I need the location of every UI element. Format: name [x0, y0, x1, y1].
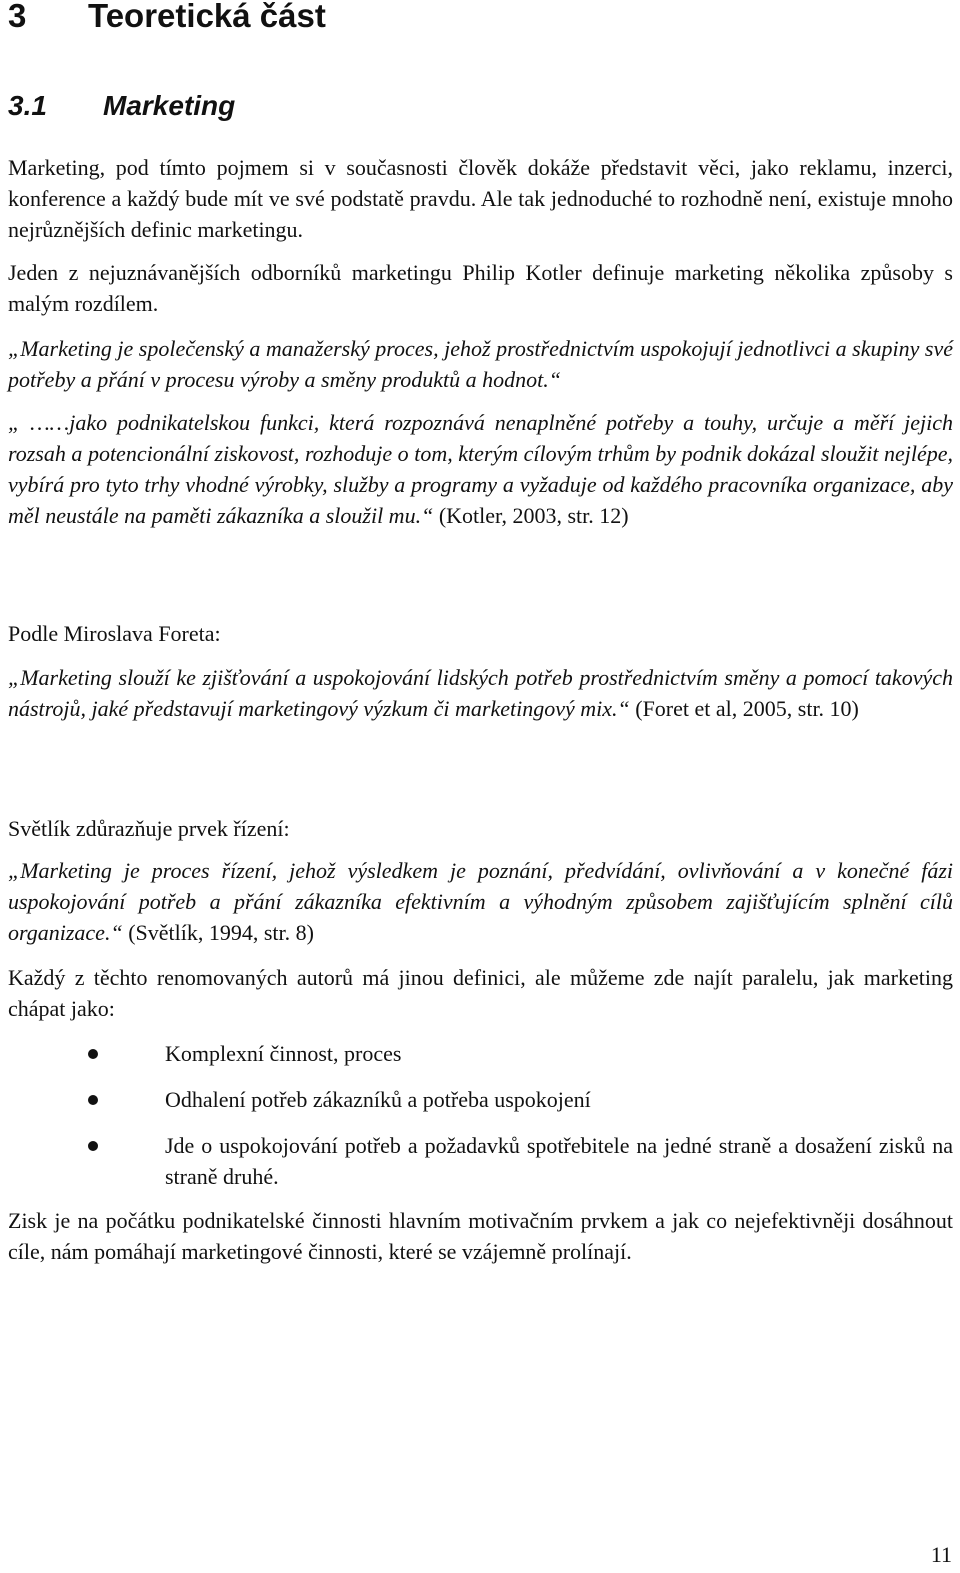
- summary-intro-paragraph: Každý z těchto renomovaných autorů má jinou definici, ale můžeme zde najít paralelu, jak marketing chápat jako:: [8, 965, 953, 1021]
- list-item: [8, 1038, 953, 1069]
- chapter-title: Teoretická část: [88, 0, 326, 34]
- svetlik-quote-paragraph: [8, 855, 953, 948]
- foret-intro-paragraph: Podle Miroslava Foreta:: [8, 621, 221, 646]
- kotler-citation: (Kotler, 2003, str. 12): [433, 503, 629, 528]
- kotler-quote-2: „ ……jako podnikatelskou funkci, která rozpoznává nenaplněné potřeby a touhy, určuje a měří jejich rozsah a potencionální ziskovost, rozhoduje o tom, kterým cílovým trhům by podnik dokázal sloužit nejlépe, vybírá pro tyto trhy vhodné výrobky, služby a programy a vyžaduje od každého pracovníka organizace, aby měl neustále na paměti zákazníka a sloužil mu.“: [8, 410, 953, 528]
- closing-paragraph: Zisk je na počátku podnikatelské činnosti hlavním motivačním prvkem a jak co nejefektivněji dosáhnout cíle, nám pomáhají marketingové činnosti, které se vzájemně prolínají.: [8, 1208, 953, 1264]
- chapter-number: 3: [8, 0, 27, 34]
- section-heading: [8, 86, 235, 126]
- section-title: Marketing: [103, 90, 236, 121]
- definition-bullet-list: [8, 1038, 953, 1192]
- intro-paragraph: Marketing, pod tímto pojmem si v současnosti člověk dokáže představit věci, jako reklamu, inzerci, konference a každý bude mít ve své podstatě pravdu. Ale tak jednoduché to rozhodně není, existuje mnoho nejrůznějších definic marketingu.: [8, 155, 953, 242]
- foret-citation: (Foret et al, 2005, str. 10): [629, 696, 859, 721]
- kotler-quote-1: „Marketing je společenský a manažerský proces, jehož prostřednictvím uspokojují jednotlivci a skupiny své potřeby a přání v procesu výroby a směny produktů a hodnot.“: [8, 336, 953, 392]
- page-number: 11: [930, 1542, 952, 1567]
- chapter-heading: [8, 0, 326, 38]
- foret-quote: „Marketing slouží ke zjišťování a uspokojování lidských potřeb prostřednictvím směny a pomocí takových nástrojů, jaké představují marketingový výzkum či marketingový mix.“: [8, 665, 953, 721]
- list-item-text: Odhalení potřeb zákazníků a potřeba uspokojení: [165, 1087, 591, 1112]
- bullet-icon: [88, 1141, 98, 1151]
- kotler-quote-2-paragraph: [8, 407, 953, 531]
- foret-quote-paragraph: [8, 662, 953, 724]
- svetlik-quote: „Marketing je proces řízení, jehož výsledkem je poznání, předvídání, ovlivňování a v konečné fázi uspokojování potřeb a přání zákazníka efektivním a výhodným způsobem zajišťujícím splnění cílů organizace.“: [8, 858, 953, 945]
- svetlik-citation: (Světlík, 1994, str. 8): [122, 920, 314, 945]
- svetlik-intro-paragraph: Světlík zdůrazňuje prvek řízení:: [8, 816, 290, 841]
- kotler-intro-paragraph: Jeden z nejuznávanějších odborníků marketingu Philip Kotler definuje marketing několika způsoby s malým rozdílem.: [8, 260, 953, 316]
- list-item: [8, 1084, 953, 1115]
- list-item-text: Komplexní činnost, proces: [165, 1041, 402, 1066]
- section-number: 3.1: [8, 90, 47, 121]
- bullet-icon: [88, 1049, 98, 1059]
- list-item: [8, 1130, 953, 1192]
- list-item-text: Jde o uspokojování potřeb a požadavků spotřebitele na jedné straně a dosažení zisků na straně druhé.: [165, 1133, 953, 1189]
- bullet-icon: [88, 1095, 98, 1105]
